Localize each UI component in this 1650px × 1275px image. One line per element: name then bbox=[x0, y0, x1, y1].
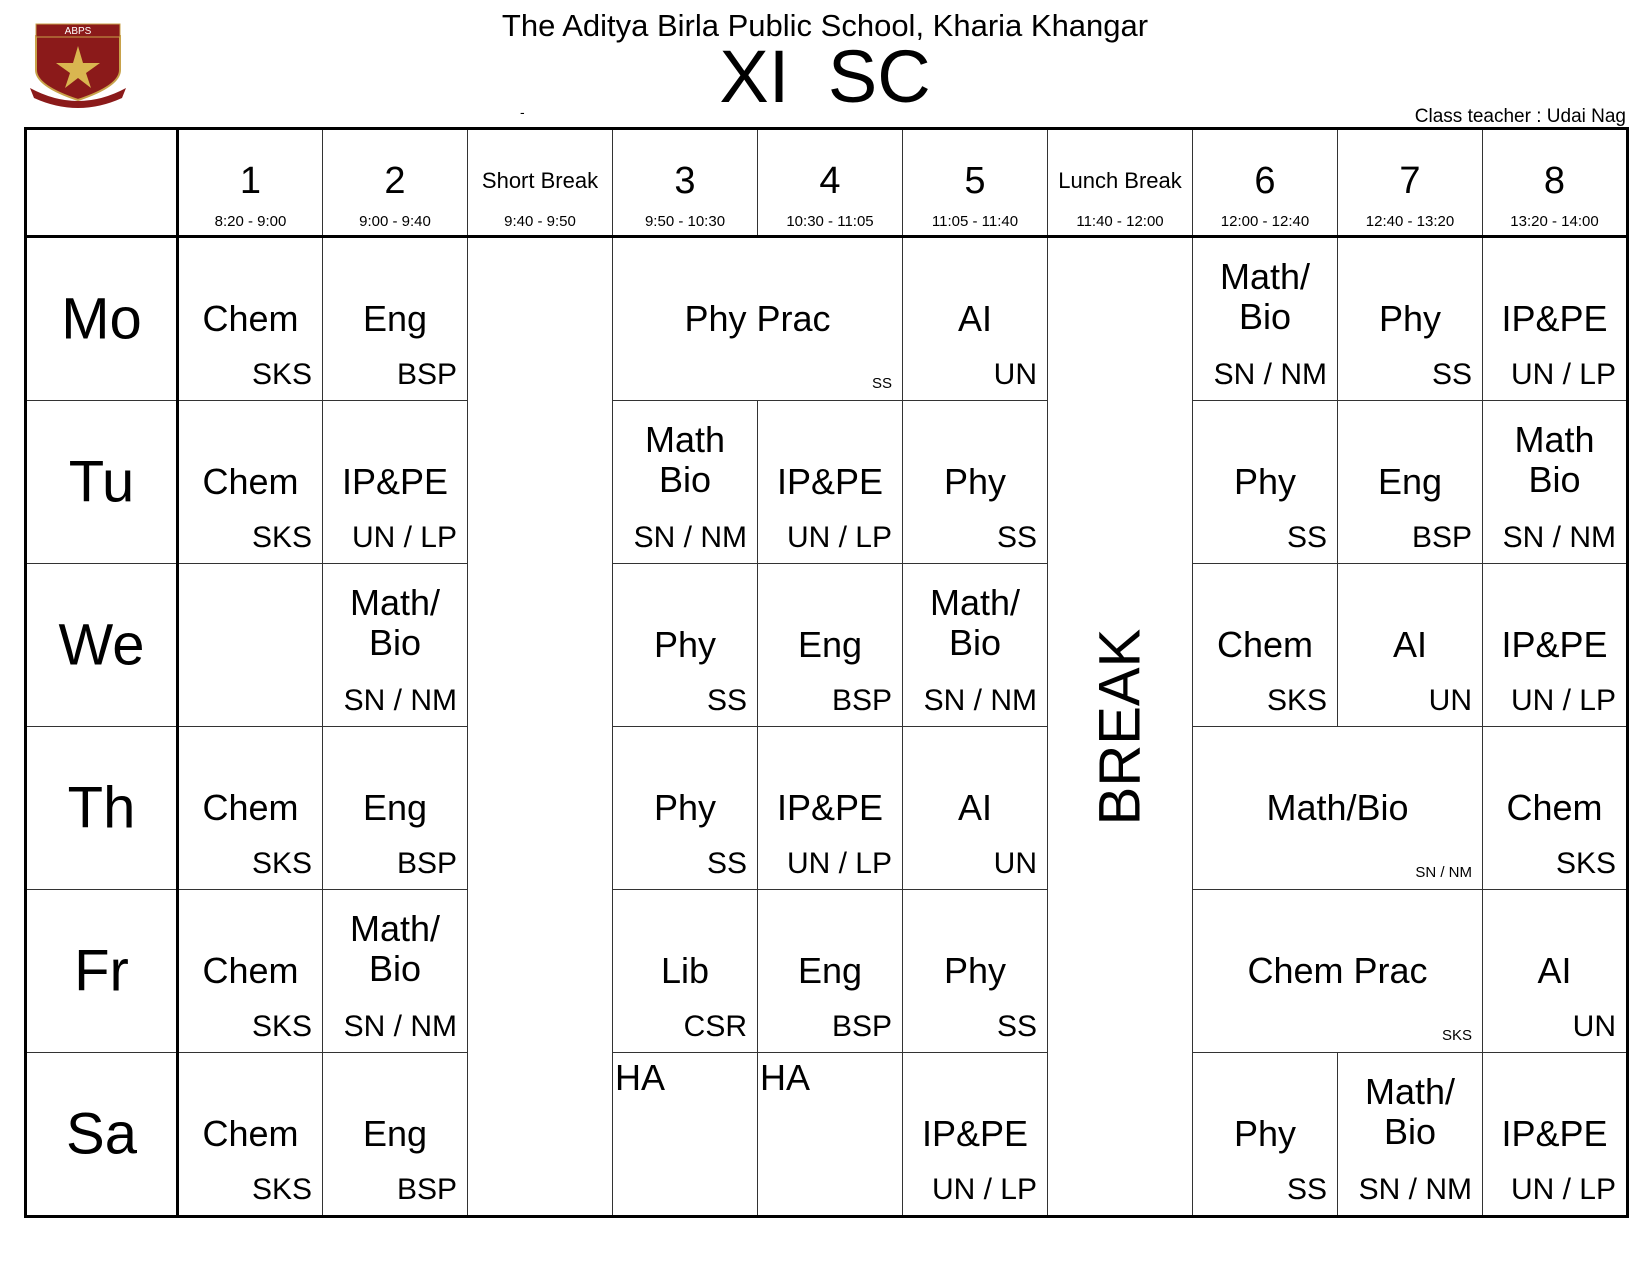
subject: Phy Prac bbox=[684, 298, 831, 340]
period-cell bbox=[1193, 564, 1338, 727]
timetable bbox=[24, 127, 1629, 1218]
dash-mark: - bbox=[520, 104, 525, 120]
subject: Eng bbox=[797, 624, 863, 666]
day-label-cell bbox=[26, 1053, 178, 1217]
day-label-cell bbox=[26, 401, 178, 564]
period-header-4: 4 10:30 - 11:05 bbox=[758, 129, 903, 237]
teacher: SN / NM bbox=[633, 521, 747, 554]
period-cell bbox=[178, 1053, 323, 1217]
period-cell bbox=[758, 727, 903, 890]
period-cell bbox=[323, 890, 468, 1053]
period-cell-double bbox=[1193, 890, 1483, 1053]
subject: IP&PE bbox=[776, 461, 884, 503]
teacher: SKS bbox=[1555, 847, 1616, 880]
period-cell bbox=[758, 401, 903, 564]
day-name: Fr bbox=[74, 938, 129, 1004]
period-cell bbox=[323, 401, 468, 564]
period-cell-empty bbox=[178, 564, 323, 727]
period-cell bbox=[903, 890, 1048, 1053]
subject: IP&PE bbox=[1501, 624, 1608, 666]
subject: AI bbox=[957, 787, 992, 829]
period-cell bbox=[1338, 564, 1483, 727]
period-cell bbox=[758, 1053, 903, 1217]
subject: Lib bbox=[660, 950, 710, 992]
ha-label: HA bbox=[615, 1057, 666, 1098]
subject: AI bbox=[957, 298, 992, 340]
teacher: BSP bbox=[1411, 521, 1472, 554]
class-title: XI SC bbox=[719, 35, 931, 118]
subject: Eng bbox=[797, 950, 863, 992]
subject: Phy bbox=[653, 787, 717, 829]
period-header-7: 7 12:40 - 13:20 bbox=[1338, 129, 1483, 237]
row-monday bbox=[26, 237, 1628, 401]
subject: IP&PE bbox=[341, 461, 449, 503]
teacher: SS bbox=[706, 847, 747, 880]
period-cell bbox=[323, 1053, 468, 1217]
header-row bbox=[26, 129, 1628, 237]
teacher: UN / LP bbox=[931, 1173, 1037, 1206]
teacher: SN / NM bbox=[1502, 521, 1616, 554]
teacher: UN bbox=[1428, 684, 1472, 717]
teacher: BSP bbox=[396, 358, 457, 391]
teacher: SS bbox=[1286, 1173, 1327, 1206]
period-cell bbox=[613, 564, 758, 727]
teacher: BSP bbox=[831, 684, 892, 717]
period-cell bbox=[1193, 401, 1338, 564]
period-cell bbox=[178, 727, 323, 890]
svg-text:ABPS: ABPS bbox=[64, 26, 92, 37]
day-name: Sa bbox=[66, 1101, 137, 1167]
period-cell bbox=[1193, 1053, 1338, 1217]
teacher: SKS bbox=[251, 1010, 312, 1043]
day-name: Mo bbox=[61, 286, 142, 352]
subject: Eng bbox=[362, 298, 428, 340]
period-cell bbox=[178, 401, 323, 564]
period-header-3: 3 9:50 - 10:30 bbox=[613, 129, 758, 237]
subject: Math/Bio bbox=[1266, 787, 1409, 829]
period-cell bbox=[758, 564, 903, 727]
row-thursday bbox=[26, 727, 1628, 890]
period-cell bbox=[1193, 237, 1338, 401]
period-cell bbox=[1338, 401, 1483, 564]
teacher: CSR bbox=[683, 1010, 747, 1043]
teacher: SN / NM bbox=[1415, 864, 1472, 881]
teacher: SKS bbox=[1441, 1027, 1472, 1044]
period-cell bbox=[903, 727, 1048, 890]
period-cell bbox=[613, 890, 758, 1053]
subject: Eng bbox=[1377, 461, 1443, 503]
subject: Math/ Bio bbox=[1219, 256, 1311, 338]
period-cell bbox=[323, 727, 468, 890]
subject: Phy bbox=[1378, 298, 1442, 340]
teacher: BSP bbox=[831, 1010, 892, 1043]
subject: IP&PE bbox=[776, 787, 884, 829]
teacher: SS bbox=[1431, 358, 1472, 391]
teacher: SS bbox=[706, 684, 747, 717]
day-label-cell bbox=[26, 564, 178, 727]
period-cell bbox=[1483, 727, 1628, 890]
subject: Math Bio bbox=[1514, 419, 1595, 501]
period-cell bbox=[903, 401, 1048, 564]
school-name: The Aditya Birla Public School, Kharia Khangar bbox=[501, 8, 1149, 43]
period-cell bbox=[1338, 1053, 1483, 1217]
teacher: UN / LP bbox=[1510, 1173, 1616, 1206]
subject: Phy bbox=[943, 950, 1007, 992]
subject: Math/ Bio bbox=[349, 908, 441, 990]
teacher: SKS bbox=[251, 521, 312, 554]
teacher: SKS bbox=[1266, 684, 1327, 717]
subject: Phy bbox=[1233, 1113, 1297, 1155]
subject: Math/ Bio bbox=[1364, 1071, 1456, 1153]
teacher: SN / NM bbox=[923, 684, 1037, 717]
subject: IP&PE bbox=[1501, 1113, 1608, 1155]
teacher: UN / LP bbox=[351, 521, 457, 554]
teacher: SS bbox=[996, 1010, 1037, 1043]
period-cell bbox=[903, 564, 1048, 727]
day-label-cell bbox=[26, 890, 178, 1053]
lunch-break-column bbox=[1048, 237, 1193, 1217]
teacher: SS bbox=[996, 521, 1037, 554]
day-name: Th bbox=[67, 775, 136, 841]
period-cell bbox=[1483, 890, 1628, 1053]
subject: Chem bbox=[1506, 787, 1603, 829]
day-label-cell bbox=[26, 727, 178, 890]
corner-cell bbox=[26, 129, 178, 237]
period-cell bbox=[903, 237, 1048, 401]
day-name: We bbox=[58, 612, 145, 678]
subject: Eng bbox=[362, 1113, 428, 1155]
teacher: UN / LP bbox=[786, 847, 892, 880]
period-cell bbox=[613, 1053, 758, 1217]
teacher: SKS bbox=[251, 847, 312, 880]
row-tuesday bbox=[26, 401, 1628, 564]
subject: Chem Prac bbox=[1247, 950, 1428, 992]
period-cell bbox=[1483, 237, 1628, 401]
period-cell bbox=[323, 237, 468, 401]
period-header-1: 1 8:20 - 9:00 bbox=[178, 129, 323, 237]
subject: Chem bbox=[202, 1113, 299, 1155]
lunch-break-header: Lunch Break 11:40 - 12:00 bbox=[1048, 129, 1193, 237]
period-cell bbox=[613, 401, 758, 564]
subject: Chem bbox=[202, 950, 299, 992]
teacher: SN / NM bbox=[343, 684, 457, 717]
teacher: SN / NM bbox=[1213, 358, 1327, 391]
teacher: UN bbox=[993, 847, 1037, 880]
teacher: UN / LP bbox=[1510, 358, 1616, 391]
teacher: UN / LP bbox=[1510, 684, 1616, 717]
teacher: SKS bbox=[251, 1173, 312, 1206]
day-label-cell bbox=[26, 237, 178, 401]
subject: Chem bbox=[202, 787, 299, 829]
subject: Math/ Bio bbox=[929, 582, 1021, 664]
period-cell bbox=[178, 237, 323, 401]
subject: Chem bbox=[202, 461, 299, 503]
teacher: SKS bbox=[251, 358, 312, 391]
teacher: BSP bbox=[396, 1173, 457, 1206]
period-cell-double bbox=[1193, 727, 1483, 890]
class-teacher: Class teacher : Udai Nag bbox=[1414, 106, 1626, 127]
break-label: BREAK bbox=[1087, 628, 1153, 825]
period-header-2: 2 9:00 - 9:40 bbox=[323, 129, 468, 237]
ha-label: HA bbox=[760, 1057, 811, 1098]
period-cell bbox=[1338, 237, 1483, 401]
period-header-5: 5 11:05 - 11:40 bbox=[903, 129, 1048, 237]
teacher: SN / NM bbox=[1358, 1173, 1472, 1206]
subject: Phy bbox=[1233, 461, 1297, 503]
subject: Chem bbox=[1216, 624, 1314, 666]
period-header-8: 8 13:20 - 14:00 bbox=[1483, 129, 1628, 237]
period-cell bbox=[1483, 564, 1628, 727]
period-cell-double bbox=[613, 237, 903, 401]
teacher: SS bbox=[871, 375, 892, 392]
subject: IP&PE bbox=[1501, 298, 1608, 340]
row-saturday bbox=[26, 1053, 1628, 1217]
period-header-6: 6 12:00 - 12:40 bbox=[1193, 129, 1338, 237]
period-cell bbox=[758, 890, 903, 1053]
subject: Phy bbox=[653, 624, 717, 666]
subject: Math/ Bio bbox=[349, 582, 441, 664]
subject: Phy bbox=[943, 461, 1007, 503]
period-cell bbox=[903, 1053, 1048, 1217]
subject: AI bbox=[1392, 624, 1427, 666]
period-cell bbox=[178, 890, 323, 1053]
period-cell bbox=[323, 564, 468, 727]
period-cell bbox=[613, 727, 758, 890]
period-cell bbox=[1483, 1053, 1628, 1217]
teacher: BSP bbox=[396, 847, 457, 880]
subject: Eng bbox=[362, 787, 428, 829]
day-name: Tu bbox=[68, 449, 135, 515]
teacher: SS bbox=[1286, 521, 1327, 554]
teacher: SN / NM bbox=[343, 1010, 457, 1043]
teacher: UN bbox=[993, 358, 1037, 391]
short-break-header: Short Break 9:40 - 9:50 bbox=[468, 129, 613, 237]
teacher: UN bbox=[1572, 1010, 1616, 1043]
row-friday bbox=[26, 890, 1628, 1053]
short-break-column bbox=[468, 237, 613, 1217]
subject: AI bbox=[1537, 950, 1572, 992]
row-wednesday bbox=[26, 564, 1628, 727]
subject: Math Bio bbox=[644, 419, 726, 501]
subject: Chem bbox=[202, 298, 299, 340]
period-cell bbox=[1483, 401, 1628, 564]
subject: IP&PE bbox=[921, 1113, 1029, 1155]
teacher: UN / LP bbox=[786, 521, 892, 554]
